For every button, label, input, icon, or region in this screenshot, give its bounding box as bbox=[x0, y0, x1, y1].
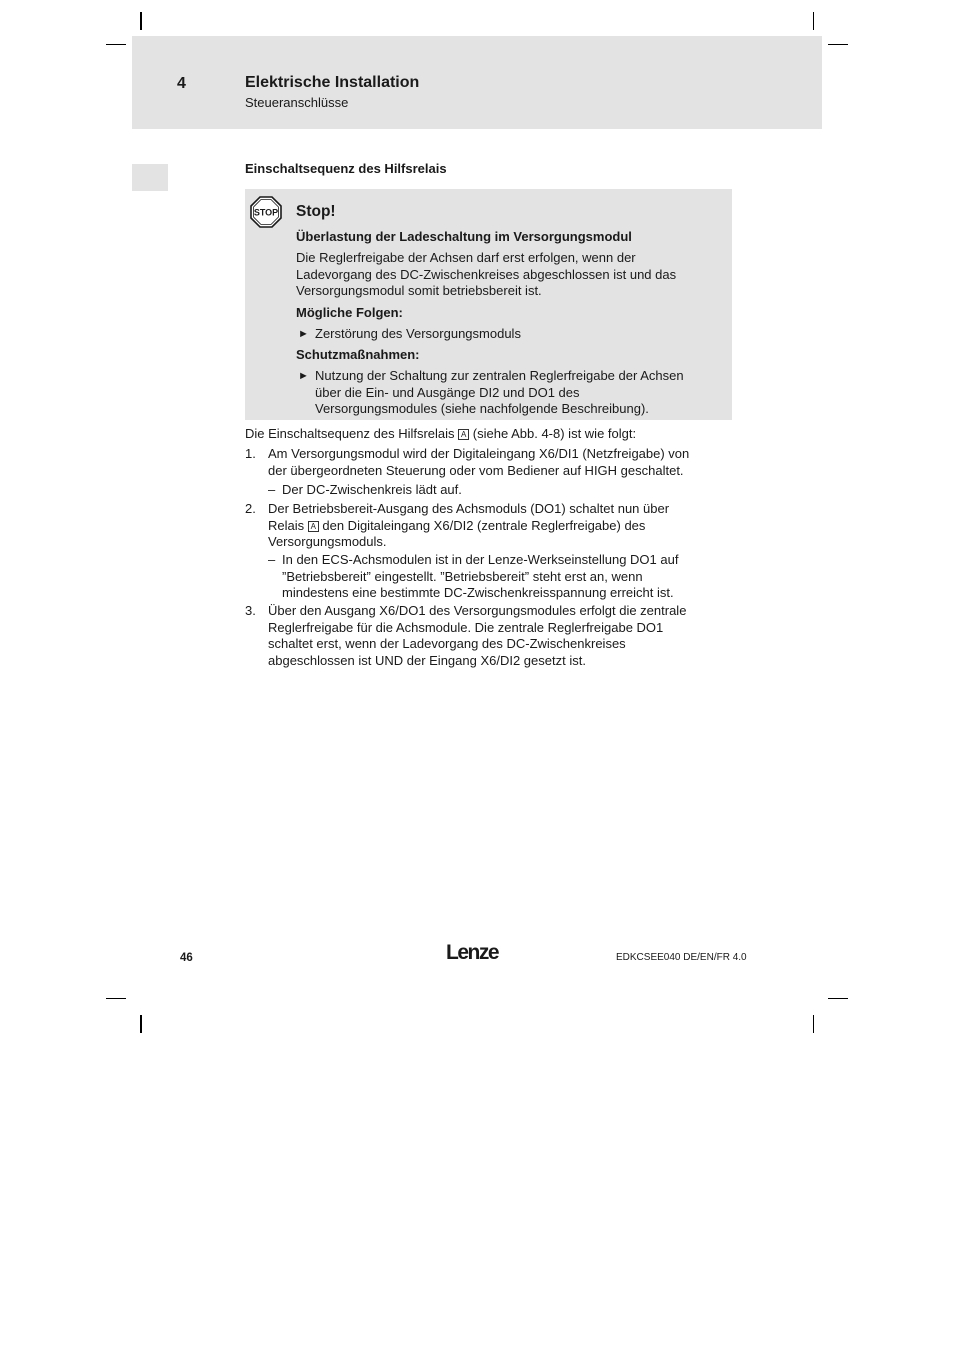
step-line: Über den Ausgang X6/DO1 des Versorgungsmodules erfolgt die zentrale bbox=[268, 603, 687, 618]
step-number: 3. bbox=[245, 603, 256, 618]
side-tab bbox=[132, 164, 168, 191]
arrow-bullet-icon: ► bbox=[298, 370, 309, 382]
document-id: EDKCSEE040 DE/EN/FR 4.0 bbox=[616, 952, 747, 963]
step-line: Am Versorgungsmodul wird der Digitaleingang X6/DI1 (Netzfreigabe) von bbox=[268, 446, 690, 461]
relay-marker: A bbox=[458, 429, 469, 440]
chapter-title: Elektrische Installation bbox=[245, 74, 420, 91]
measure-line: Versorgungsmodules (siehe nachfolgende Beschreibung). bbox=[315, 401, 649, 416]
step-line: Versorgungsmoduls. bbox=[268, 534, 387, 549]
step-line-text: den Digitaleingang X6/DI2 (zentrale Reglerfreigabe) des bbox=[322, 517, 646, 533]
step-line: Der Betriebsbereit-Ausgang des Achsmoduls (DO1) schaltet nun über bbox=[268, 501, 670, 516]
stop-subtitle: Überlastung der Ladeschaltung im Versorgungsmodul bbox=[296, 229, 632, 244]
step-number: 2. bbox=[245, 501, 256, 516]
page-number: 46 bbox=[180, 952, 193, 964]
step-line-prefix: Relais bbox=[268, 517, 305, 533]
step-line: der übergeordneten Steuerung oder vom Bediener auf HIGH geschaltet. bbox=[268, 462, 684, 478]
crop-mark bbox=[813, 12, 814, 30]
stop-sign-text: STOP bbox=[253, 207, 279, 218]
crop-mark bbox=[140, 1015, 142, 1033]
crop-mark bbox=[813, 1015, 814, 1033]
dash-bullet-icon: – bbox=[268, 552, 276, 567]
section-heading: Einschaltsequenz des Hilfsrelais bbox=[245, 161, 447, 176]
stop-sign-icon bbox=[250, 196, 282, 228]
header-band bbox=[132, 36, 822, 129]
lenze-logo: Lenze bbox=[446, 941, 499, 964]
step-number: 1. bbox=[245, 446, 256, 461]
step-line: schaltet erst, wenn der Ladevorgang des DC-Zwischenkreises bbox=[268, 636, 626, 651]
step-line bbox=[268, 518, 645, 535]
relay-marker: A bbox=[308, 521, 319, 532]
stop-title: Stop! bbox=[296, 203, 336, 220]
intro-paragraph bbox=[245, 426, 636, 443]
measures-label: Schutzmaßnahmen: bbox=[296, 347, 420, 362]
intro-text: Die Einschaltsequenz des Hilfsrelais bbox=[245, 426, 455, 441]
arrow-bullet-icon: ► bbox=[298, 328, 309, 340]
measure-line: über die Ein- und Ausgänge DI2 und DO1 des bbox=[315, 384, 580, 400]
step-line: abgeschlossen ist UND der Eingang X6/DI2 gesetzt ist. bbox=[268, 652, 586, 668]
measure-line: Nutzung der Schaltung zur zentralen Reglerfreigabe der Achsen bbox=[315, 368, 684, 383]
crop-mark bbox=[106, 998, 126, 999]
stop-description-line: Versorgungsmodul somit betriebsbereit ist. bbox=[296, 283, 542, 298]
step-note-line: ”Betriebsbereit” eingestellt. ”Betriebsbereit” steht erst an, wenn bbox=[282, 568, 643, 584]
consequences-label: Mögliche Folgen: bbox=[296, 305, 403, 320]
chapter-subtitle: Steueranschlüsse bbox=[245, 95, 349, 110]
step-line: Reglerfreigabe für die Achsmodule. Die zentrale Reglerfreigabe DO1 bbox=[268, 619, 664, 635]
crop-mark bbox=[106, 44, 126, 45]
consequence-item: Zerstörung des Versorgungsmoduls bbox=[315, 326, 521, 341]
step-note-line: mindestens eine bestimmte DC-Zwischenkreisspannung erreicht ist. bbox=[282, 585, 674, 600]
stop-description-line: Die Reglerfreigabe der Achsen darf erst erfolgen, wenn der bbox=[296, 250, 636, 265]
chapter-number: 4 bbox=[177, 75, 186, 92]
crop-mark bbox=[140, 12, 142, 30]
crop-mark bbox=[828, 44, 848, 45]
step-note-line: Der DC-Zwischenkreis lädt auf. bbox=[282, 482, 462, 497]
stop-description-line: Ladevorgang des DC-Zwischenkreises abgeschlossen ist und das bbox=[296, 266, 677, 282]
intro-text: (siehe Abb. 4-8) ist wie folgt: bbox=[472, 426, 637, 441]
step-note-line: In den ECS-Achsmodulen ist in der Lenze-Werkseinstellung DO1 auf bbox=[282, 552, 679, 567]
dash-bullet-icon: – bbox=[268, 482, 276, 497]
crop-mark bbox=[828, 998, 848, 999]
